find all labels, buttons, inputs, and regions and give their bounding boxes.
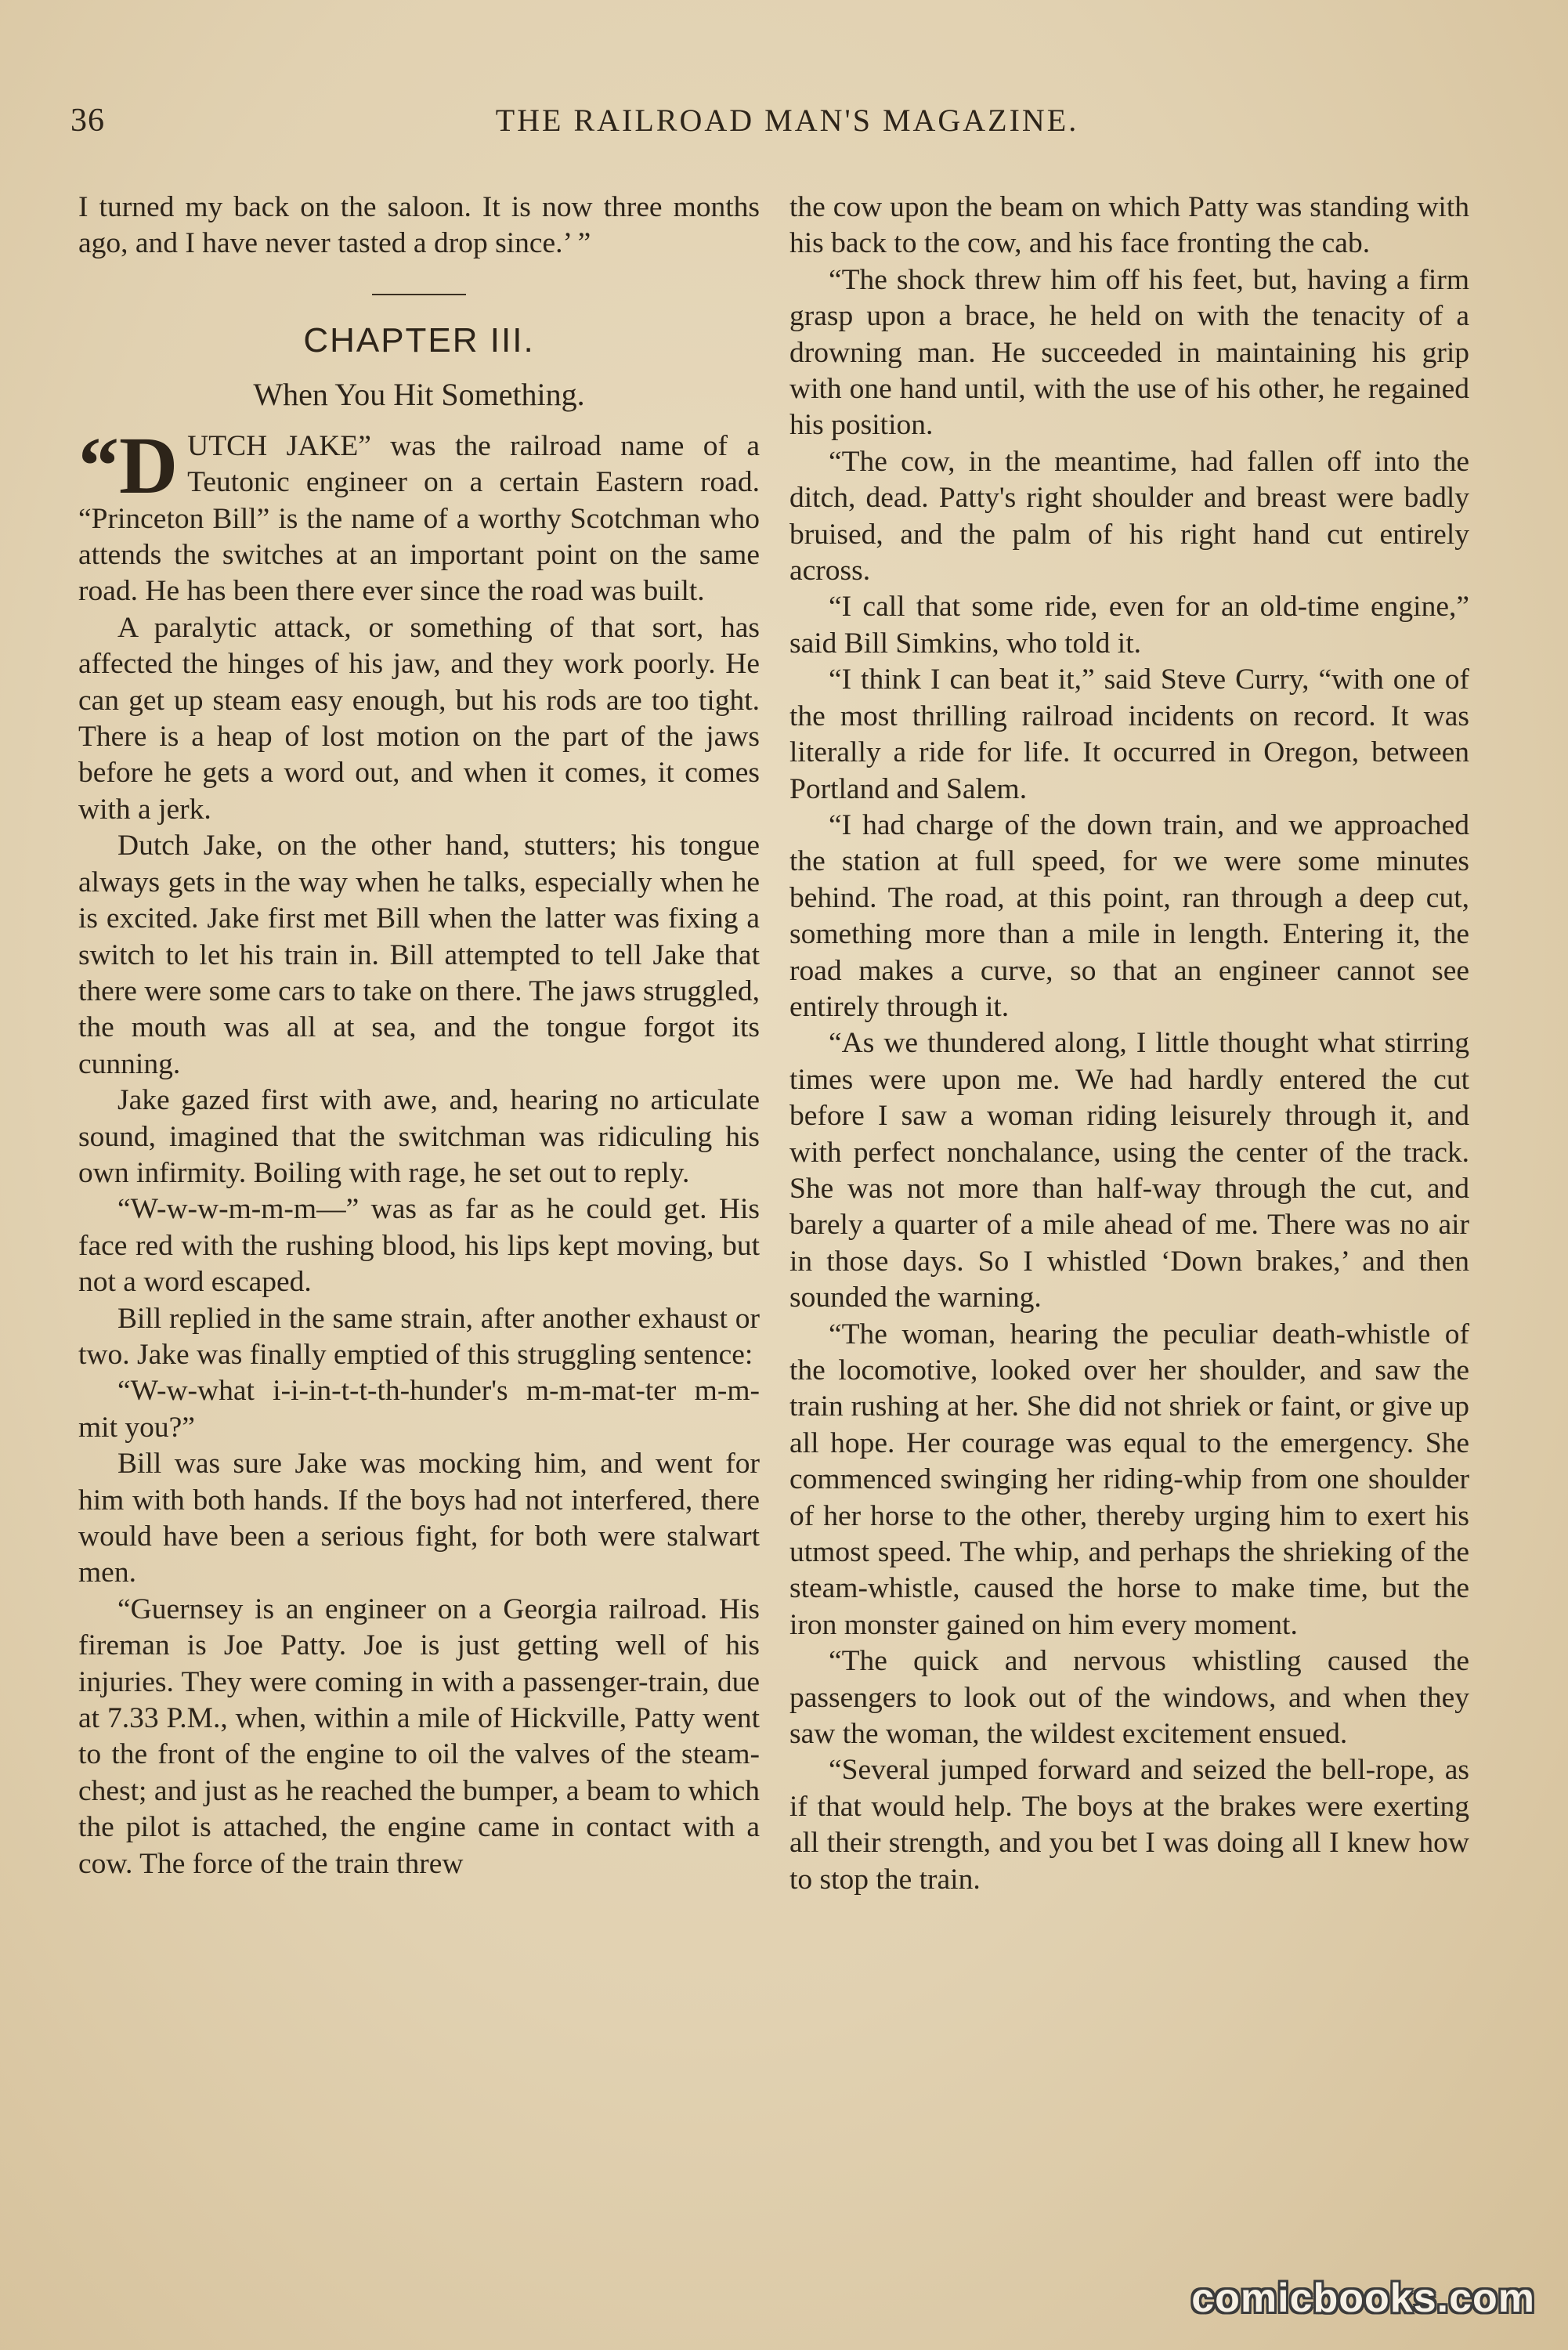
paragraph: A paralytic attack, or something of that sort, has affected the hinges of his jaw, and they work poorly. He can get up steam easy enough, but his rods are too tight. There is a heap of lost motion on the part of the jaws before he gets a word out, and when it comes, it comes with a jerk. [78,611,760,826]
paragraph: “W-w-what i-i-in-t-t-th-hunder's m-m-mat-ter m-m-mit you?” [78,1375,760,1444]
page-number: 36 [70,103,105,139]
drop-cap-letter: D [119,420,179,511]
paragraph: “I had charge of the down train, and we approached the station at full speed, for we were some minutes behind. The road, at this point, ran through a deep cut, something more than a mile in length. Entering it, the road makes a curve, so that an engineer cannot see entirely through it. [789,808,1469,1023]
paragraph: “Guernsey is an engineer on a Georgia railroad. His fireman is Joe Patty. Joe is just getting well of his injuries. They were coming in with a passenger-train, due at 7.33 P.M., when, within a mile of Hickville, Patty went to the front of the engine to oil the valves of the steam-chest; and just as he reached the bumper, a beam to which the pilot is attached, the engine came in contact with a cow. The force of the train threw [78,1593,760,1880]
paragraph: “Several jumped forward and seized the bell-rope, as if that would help. The boys at the brakes were exerting all their strength, and you bet I was doing all I knew how to stop the train. [789,1754,1469,1896]
paragraph: “The cow, in the meantime, had fallen off into the ditch, dead. Patty's right shoulder and breast were badly bruised, and the palm of his right hand cut entirely across. [789,445,1469,588]
paragraph: “The woman, hearing the peculiar death-whistle of the locomotive, looked over her shoulder, and saw the train rushing at her. She did not shriek or faint, or give up all hope. Her courage was equal to the emergency. She commenced swinging her riding-whip from one shoulder of her horse to the other, thereby urging him to exert his utmost speed. The whip, and perhaps the shrieking of the steam-whistle, caused the horse to make time, but the iron monster gained on him every moment. [789,1318,1469,1641]
paragraph: Bill replied in the same strain, after another exhaust or two. Jake was finally emptied of this struggling sentence: [78,1302,760,1371]
opening-paragraph-text: UTCH JAKE” was the railroad name of a Teutonic engineer on a certain Eastern road. “Princeton Bill” is the name of a worthy Scotchman who attends the switches at an important point on the same road. He has been there ever since the road was built. [78,429,760,608]
paragraph: “The shock threw him off his feet, but, having a firm grasp upon a brace, he held on with the tenacity of a drowning man. He succeeded in maintaining his grip with one hand until, with the use of his other, he regained his position. [789,263,1469,442]
drop-cap-quote: “ [78,420,119,511]
paragraph: “The quick and nervous whistling caused the passengers to look out of the windows, and when they saw the woman, the wildest excitement ensued. [789,1645,1469,1751]
drop-cap [78,420,187,511]
paragraph: “I think I can beat it,” said Steve Curry, “with one of the most thrilling railroad incidents on record. It was literally a ride for life. It occurred in Oregon, between Portland and Salem. [789,663,1469,805]
paragraph: Jake gazed first with awe, and, hearing no articulate sound, imagined that the switchman was ridiculing his own infirmity. Boiling with rage, he set out to reply. [78,1084,760,1189]
chapter-subtitle: When You Hit Something. [253,376,585,412]
paragraph: I turned my back on the saloon. It is now three months ago, and I have never tasted a drop since.’ ” [78,191,760,260]
right-column [789,190,1469,1898]
section-divider [372,294,466,295]
running-title: THE RAILROAD MAN'S MAGAZINE. [495,103,1079,138]
paragraph: Bill was sure Jake was mocking him, and went for him with both hands. If the boys had not interfered, there would have been a serious fight, for both were stalwart men. [78,1448,760,1589]
page-header [70,102,1504,149]
paragraph: “As we thundered along, I little thought what stirring times were upon me. We had hardly entered the cut before I saw a woman riding leisurely through it, and with perfect nonchalance, using the center of the track. She was not more than half-way through the cut, and barely a quarter of a mile ahead of me. There was no air in those days. So I whistled ‘Down brakes,’ and then sounded the warning. [789,1027,1469,1314]
opening-paragraph [78,420,760,610]
paragraph: “W-w-w-m-m-m—” was as far as he could get. His face red with the rushing blood, his lips kept moving, but not a word escaped. [78,1193,760,1299]
watermark: comicbooks.com [1191,2276,1535,2321]
paragraph: “I call that some ride, even for an old-time engine,” said Bill Simkins, who told it. [789,591,1469,660]
paragraph: the cow upon the beam on which Patty was standing with his back to the cow, and his face fronting the cab. [789,191,1469,260]
left-column [78,190,760,1882]
paragraph: Dutch Jake, on the other hand, stutters; his tongue always gets in the way when he talks, especially when he is excited. Jake first met Bill when the latter was fixing a switch to let his train in. Bill attempted to tell Jake that there were some cars to take on there. The jaws struggled, the mouth was all at sea, and the tongue forgot its cunning. [78,830,760,1080]
chapter-title: CHAPTER III. [303,320,535,360]
